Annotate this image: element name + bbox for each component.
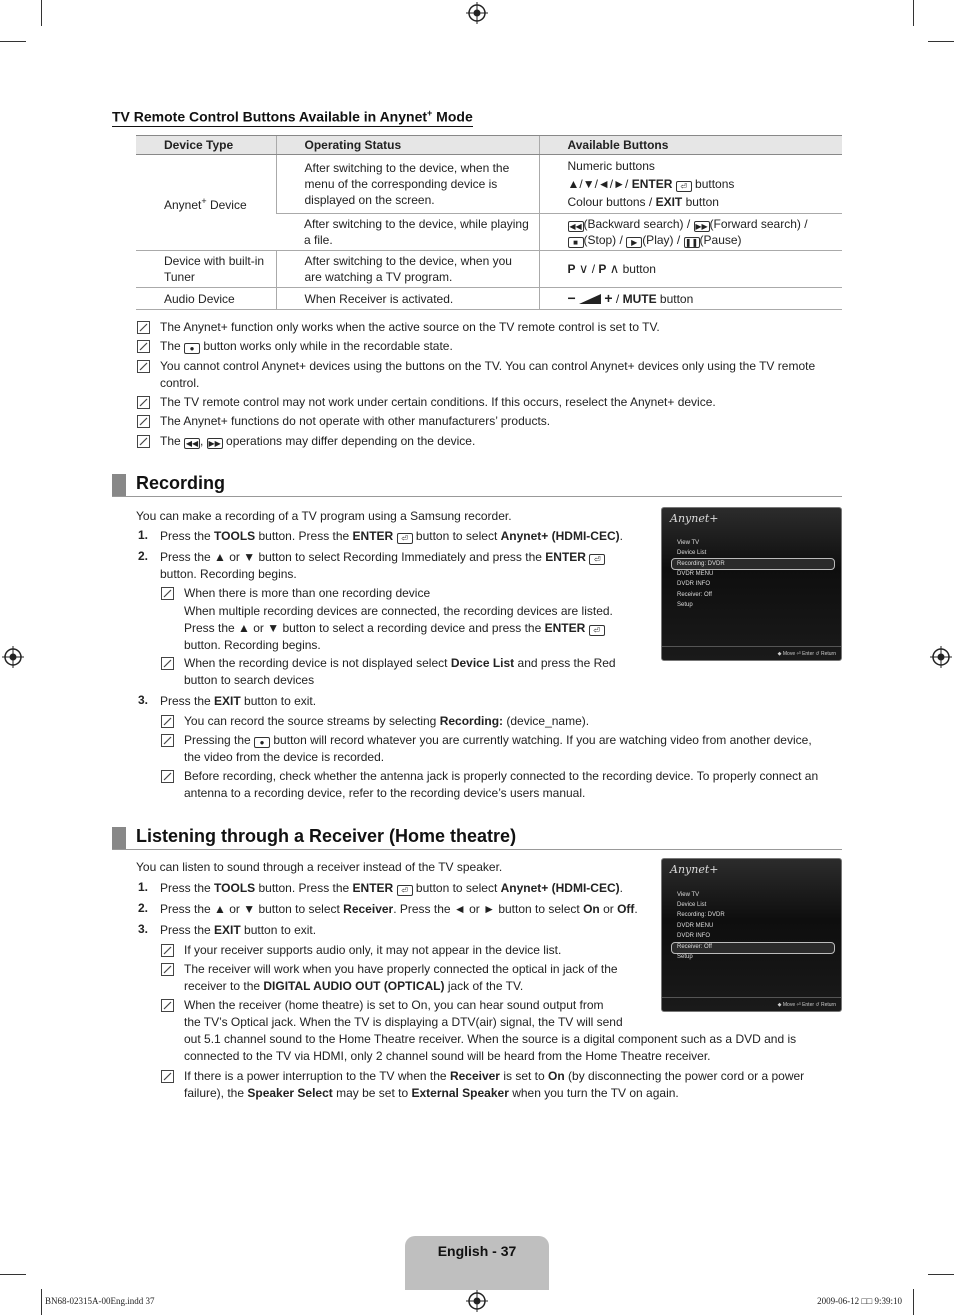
enter-key-icon: ⏎ (589, 625, 605, 636)
note-text: You can record the source streams by selecting Recording: (device_name). (184, 714, 590, 728)
note-icon (161, 715, 174, 728)
note-icon (137, 340, 150, 353)
note-text: out 5.1 channel sound to the Home Theatre receiver. When the source is a digital component such as a DVD and is (184, 1032, 797, 1046)
volume-ramp-icon (579, 294, 601, 304)
section-divider (112, 849, 842, 850)
osd-menu-item: Recording: DVDR (677, 561, 725, 567)
chevron-up-icon: ∧ (609, 261, 620, 276)
crop-mark (928, 1274, 954, 1275)
rewind-icon: ◀◀ (185, 439, 199, 448)
cell-status: After switching to the device, when you are watching a TV program. (276, 251, 539, 288)
recording-step-2: Press the ▲ or ▼ button to select Recording Immediately and press the ENTER ⏎ (160, 549, 605, 566)
osd-footer: ◆ Move ⏎ Enter ↺ Return (777, 651, 836, 657)
osd-menu-item: DVDR INFO (677, 581, 710, 587)
table-row (136, 251, 842, 288)
note-text: failure), the Speaker Select may be set to External Speaker when you turn the TV on again. (184, 1086, 679, 1100)
remote-buttons-table (136, 135, 842, 310)
note-icon (161, 770, 174, 783)
cell-device: Device with built-in Tuner (136, 251, 276, 288)
footer-file-info: BN68-02315A-00Eng.indd 37 (45, 1296, 155, 1306)
table-row (136, 155, 842, 214)
anynet-logo: Anynet+ (670, 863, 719, 876)
receiver-step-3: Press the EXIT button to exit. (160, 923, 317, 937)
note-text: If there is a power interruption to the TV when the Receiver is set to On (by disconnecting the power cord or a power (184, 1069, 805, 1083)
header-available-buttons: Available Buttons (539, 136, 842, 155)
registration-mark-icon (466, 2, 488, 24)
osd-menu-item: DVDR INFO (677, 933, 710, 939)
section-bar (112, 474, 126, 496)
note-text: antenna to a recording device, refer to the recording device’s users manual. (184, 786, 586, 800)
section-bar (112, 827, 126, 849)
record-button-icon: ● (184, 343, 200, 354)
note-icon (137, 415, 150, 428)
note-text: The TV remote control may not work under certain conditions. If this occurs, reselect the Anynet+ device. (160, 395, 716, 409)
cell-buttons: P ∨ / P ∧ button (539, 251, 842, 288)
recording-step-1: Press the TOOLS button. Press the ENTER ⏎ button to select Anynet+ (HDMI-CEC). (160, 529, 623, 543)
osd-menu-item: Device List (677, 550, 707, 556)
note-text: the video from the device is recorded. (184, 750, 385, 764)
step-number: 1. (138, 528, 149, 542)
recording-step-3: Press the EXIT button to exit. (160, 694, 317, 708)
receiver-step-1: Press the TOOLS button. Press the ENTER ⏎ button to select Anynet+ (HDMI-CEC). (160, 881, 623, 895)
crop-mark (913, 0, 914, 26)
note-icon (161, 999, 174, 1012)
header-device-type: Device Type (136, 136, 276, 155)
osd-menu-item: View TV (677, 892, 700, 898)
cell-status: After switching to the device, when the menu of the corresponding device is displayed on the screen. (276, 155, 539, 214)
registration-mark-icon (2, 646, 24, 668)
registration-mark-icon (930, 646, 952, 668)
cell-anynet-device: Anynet+ Device (136, 155, 276, 251)
note-icon (161, 587, 174, 600)
cell-status: After switching to the device, while playing a file. (276, 214, 539, 251)
section-heading-recording: Recording (136, 473, 226, 493)
cell-buttons: Numeric buttons ▲/▼/◄/►/ ENTER ⏎ buttons Colour buttons / EXIT button (539, 155, 842, 214)
osd-menu-item: DVDR MENU (677, 923, 714, 929)
note-text: The ◀◀ , ▶▶ operations may differ depending on the device. (160, 434, 476, 448)
note-text: When there is more than one recording device (184, 586, 431, 600)
note-text: When the recording device is not displayed select Device List and press the Red (184, 656, 616, 670)
note-icon (137, 321, 150, 334)
crop-mark (0, 1274, 26, 1275)
note-icon (137, 396, 150, 409)
osd-menu-item: Device List (677, 902, 707, 908)
note-text: Press the ▲ or ▼ button to select a recording device and press the ENTER ⏎ (184, 620, 605, 637)
header-operating-status: Operating Status (276, 136, 539, 155)
osd-menu-item: Setup (677, 602, 693, 608)
table-header-row (136, 136, 842, 155)
step-number: 3. (138, 922, 149, 936)
note-icon (161, 734, 174, 747)
footer-timestamp: 2009-06-12 □□ 9:39:10 (817, 1296, 902, 1306)
osd-footer-line (662, 997, 841, 998)
receiver-intro: You can listen to sound through a receiver instead of the TV speaker. (136, 860, 503, 874)
crop-mark (0, 41, 26, 42)
cell-buttons: ◀◀ (Backward search) / ▶▶ (Forward search) / ■ (Stop) / ▶ (Play) / ❚❚(Pause) (539, 214, 842, 251)
cell-buttons: − + / MUTE button (539, 288, 842, 310)
anynet-osd-screenshot (661, 507, 842, 661)
pause-icon: ❚❚ (684, 238, 699, 247)
enter-key-icon: ⏎ (397, 885, 413, 896)
note-icon (161, 1070, 174, 1083)
note-text: receiver to the DIGITAL AUDIO OUT (OPTICAL) jack of the TV. (184, 979, 524, 993)
note-text: the TV’s Optical jack. When the TV is displaying a DTV(air) signal, the TV will send (184, 1015, 623, 1029)
receiver-step-2: Press the ▲ or ▼ button to select Receiver. Press the ◄ or ► button to select On or Off. (160, 902, 638, 916)
step-number: 2. (138, 549, 149, 563)
osd-footer: ◆ Move ⏎ Enter ↺ Return (777, 1002, 836, 1008)
recording-step-2-cont: button. Recording begins. (160, 567, 297, 581)
note-text: button. Recording begins. (184, 638, 321, 652)
crop-mark (41, 1289, 42, 1315)
note-text: The receiver will work when you have properly connected the optical in jack of the (184, 962, 618, 976)
note-text: When multiple recording devices are connected, the recording devices are listed. (184, 604, 613, 618)
note-text: Pressing the ● button will record whatever you are currently watching. If you are watching video from another device, (184, 733, 812, 747)
cell-status: When Receiver is activated. (276, 288, 539, 310)
note-icon (137, 435, 150, 448)
forward-search-icon: ▶▶ (695, 222, 708, 231)
crop-mark (928, 41, 954, 42)
cell-device: Audio Device (136, 288, 276, 310)
step-number: 1. (138, 880, 149, 894)
enter-key-icon: ⏎ (676, 181, 692, 192)
stop-icon: ■ (568, 237, 584, 248)
note-text: You cannot control Anynet+ devices using the buttons on the TV. You can control Anynet+ devices only using the TV remote control. (160, 359, 816, 390)
play-icon: ▶ (626, 237, 642, 248)
note-icon (161, 963, 174, 976)
note-text: The ● button works only while in the recordable state. (160, 339, 453, 353)
note-text: connected to the TV via HDMI, only 2 channel sound will be heard from the Home Theatre receiver. (184, 1049, 711, 1063)
osd-footer-line (662, 646, 841, 647)
backward-search-icon: ◀◀ (569, 222, 582, 231)
osd-menu-item: View TV (677, 540, 700, 546)
note-text: The Anynet+ function only works when the active source on the TV remote control is set to TV. (160, 320, 660, 334)
note-icon (161, 944, 174, 957)
crop-mark (913, 1289, 914, 1315)
chevron-down-icon: ∨ (578, 261, 589, 276)
registration-mark-icon (466, 1290, 488, 1312)
step-number: 3. (138, 693, 149, 707)
enter-key-icon: ⏎ (397, 533, 413, 544)
page-number-tab: English - 37 (405, 1236, 549, 1290)
osd-menu-item: DVDR MENU (677, 571, 714, 577)
section-heading-receiver: Listening through a Receiver (Home theatre) (136, 826, 517, 846)
anynet-logo: Anynet+ (670, 512, 719, 525)
note-text: When the receiver (home theatre) is set to On, you can hear sound output from (184, 998, 604, 1012)
step-number: 2. (138, 901, 149, 915)
table-row (136, 288, 842, 310)
note-text: Before recording, check whether the antenna jack is properly connected to the recording device. To properly connect an (184, 769, 819, 783)
anynet-osd-screenshot (661, 858, 842, 1012)
crop-mark (41, 0, 42, 26)
osd-menu-item: Setup (677, 954, 693, 960)
osd-menu-item: Receiver: Off (677, 944, 712, 950)
osd-menu-item: Recording: DVDR (677, 912, 725, 918)
enter-key-icon: ⏎ (589, 554, 605, 565)
note-text: If your receiver supports audio only, it may not appear in the device list. (184, 943, 562, 957)
note-icon (137, 360, 150, 373)
record-button-icon: ● (254, 737, 270, 748)
note-text: The Anynet+ functions do not operate with other manufacturers’ products. (160, 414, 551, 428)
note-icon (161, 657, 174, 670)
recording-intro: You can make a recording of a TV program using a Samsung recorder. (136, 509, 512, 523)
note-text: button to search devices (184, 673, 315, 687)
table-title: TV Remote Control Buttons Available in Anynet+ Mode (112, 108, 473, 125)
section-divider (112, 496, 842, 497)
osd-menu-item: Receiver: Off (677, 592, 712, 598)
fast-forward-icon: ▶▶ (208, 439, 221, 448)
